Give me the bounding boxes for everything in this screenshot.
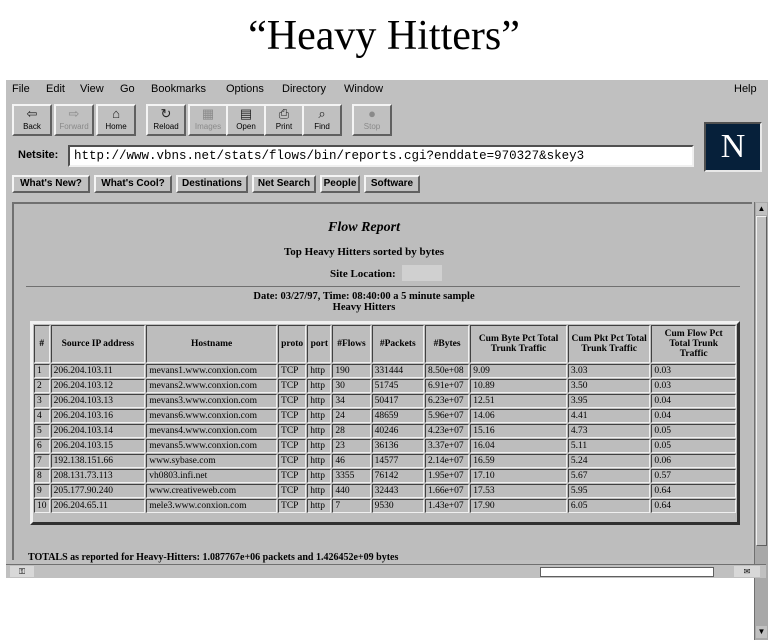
table-cell: 0.64 [651, 499, 736, 513]
table-cell: 9530 [372, 499, 424, 513]
table-cell: 0.64 [651, 484, 736, 498]
table-cell: 5.95 [568, 484, 651, 498]
table-cell: http [307, 499, 331, 513]
table-cell: 23 [332, 439, 370, 453]
table-cell: 17.90 [470, 499, 567, 513]
column-header: Source IP address [51, 325, 146, 363]
table-cell: TCP [278, 454, 306, 468]
section-heading: Heavy Hitters [332, 302, 396, 313]
table-cell: 190 [332, 364, 370, 378]
table-cell: http [307, 469, 331, 483]
menu-view[interactable]: View [80, 83, 104, 95]
table-cell: 51745 [372, 379, 424, 393]
table-cell: 0.05 [651, 424, 736, 438]
heavy-hitters-table [30, 321, 740, 525]
table-cell: 1.66e+07 [425, 484, 469, 498]
table-cell: 24 [332, 409, 370, 423]
table-cell: TCP [278, 424, 306, 438]
table-row [34, 454, 736, 468]
table-cell: 10.89 [470, 379, 567, 393]
table-row [34, 409, 736, 423]
column-header: # [34, 325, 50, 363]
table-cell: 440 [332, 484, 370, 498]
find-icon: ⌕ [318, 106, 326, 121]
table-cell: 7 [34, 454, 50, 468]
site-location-label: Site Location: [330, 268, 396, 280]
site-location-value [402, 265, 442, 281]
table-cell: 208.131.73.113 [51, 469, 146, 483]
menu-bookmarks[interactable]: Bookmarks [151, 83, 207, 95]
status-bar [6, 564, 766, 578]
find-button[interactable] [302, 104, 342, 136]
table-cell: 32443 [372, 484, 424, 498]
table-cell: 36136 [372, 439, 424, 453]
table-cell: 0.05 [651, 439, 736, 453]
reload-label: Reload [153, 122, 179, 131]
forward-button[interactable] [54, 104, 94, 136]
table-cell: 48659 [372, 409, 424, 423]
table-cell: 17.10 [470, 469, 567, 483]
table-cell: 3.03 [568, 364, 651, 378]
table-cell: TCP [278, 439, 306, 453]
table-cell: 8 [34, 469, 50, 483]
menu-bar [6, 80, 766, 100]
find-label: Find [314, 122, 330, 131]
table-cell: 206.204.103.13 [51, 394, 146, 408]
table-cell: 46 [332, 454, 370, 468]
images-button[interactable] [188, 104, 228, 136]
table-cell: 4 [34, 409, 50, 423]
menu-window[interactable]: Window [344, 83, 384, 95]
column-header: proto [278, 325, 306, 363]
url-input[interactable] [68, 145, 694, 167]
table-cell: TCP [278, 379, 306, 393]
whats-new-button[interactable]: What's New? [12, 175, 90, 193]
table-cell: http [307, 409, 331, 423]
table-cell: 14.06 [470, 409, 567, 423]
table-cell: http [307, 379, 331, 393]
people-button[interactable]: People [320, 175, 360, 193]
table-row [34, 364, 736, 378]
table-cell: 5.11 [568, 439, 651, 453]
open-label: Open [236, 122, 256, 131]
table-cell: 331444 [372, 364, 424, 378]
table-cell: 0.03 [651, 379, 736, 393]
table-cell: 6.23e+07 [425, 394, 469, 408]
table-cell: 2.14e+07 [425, 454, 469, 468]
table-row [34, 499, 736, 513]
print-button[interactable] [264, 104, 304, 136]
table-cell: 0.57 [651, 469, 736, 483]
table-cell: 50417 [372, 394, 424, 408]
table-cell: http [307, 364, 331, 378]
scroll-up-icon[interactable]: ▲ [757, 204, 766, 213]
browser-window [4, 78, 768, 636]
table-cell: 206.204.65.11 [51, 499, 146, 513]
report-title: Flow Report [328, 220, 400, 235]
table-cell: 5.67 [568, 469, 651, 483]
table-cell: mele3.www.conxion.com [146, 499, 277, 513]
table-cell: 16.04 [470, 439, 567, 453]
table-cell: 1.43e+07 [425, 499, 469, 513]
forward-label: Forward [59, 122, 89, 131]
table-cell: mevans2.www.conxion.com [146, 379, 277, 393]
menu-edit[interactable]: Edit [46, 83, 65, 95]
table-cell: 76142 [372, 469, 424, 483]
column-header: Cum Flow Pct Total Trunk Traffic [651, 325, 736, 363]
table-cell: 14577 [372, 454, 424, 468]
stop-label: Stop [363, 122, 381, 131]
table-cell: 5 [34, 424, 50, 438]
whats-cool-button[interactable]: What's Cool? [94, 175, 172, 193]
table-cell: mevans3.www.conxion.com [146, 394, 277, 408]
table-cell: TCP [278, 364, 306, 378]
back-button[interactable] [12, 104, 52, 136]
table-row [34, 439, 736, 453]
open-icon: ▤ [239, 106, 253, 121]
table-cell: 206.204.103.11 [51, 364, 146, 378]
images-icon: ▦ [201, 106, 215, 121]
table-cell: TCP [278, 409, 306, 423]
table-cell: 15.16 [470, 424, 567, 438]
table-cell: 7 [332, 499, 370, 513]
table-cell: 12.51 [470, 394, 567, 408]
table-cell: 6.05 [568, 499, 651, 513]
table-cell: http [307, 394, 331, 408]
table-cell: 206.204.103.14 [51, 424, 146, 438]
table-cell: 3355 [332, 469, 370, 483]
table-cell: 4.73 [568, 424, 651, 438]
software-button[interactable]: Software [364, 175, 420, 193]
column-header: port [307, 325, 331, 363]
table-cell: 40246 [372, 424, 424, 438]
column-header: #Bytes [425, 325, 469, 363]
table-cell: mevans5.www.conxion.com [146, 439, 277, 453]
table-cell: 0.03 [651, 364, 736, 378]
sample-date: Date: 03/27/97, Time: 08:40:00 a 5 minute sample [253, 291, 475, 302]
column-header: Cum Pkt Pct Total Trunk Traffic [568, 325, 651, 363]
reload-button[interactable] [146, 104, 186, 136]
table-header-row [34, 325, 736, 363]
menu-help[interactable]: Help [734, 83, 757, 95]
table-cell: 5.24 [568, 454, 651, 468]
destinations-button[interactable]: Destinations [176, 175, 248, 193]
table-cell: TCP [278, 499, 306, 513]
reload-icon: ↻ [160, 106, 172, 121]
table-cell: 3 [34, 394, 50, 408]
column-header: Hostname [146, 325, 277, 363]
table-cell: 206.204.103.15 [51, 439, 146, 453]
table-cell: 10 [34, 499, 50, 513]
table-cell: 4.23e+07 [425, 424, 469, 438]
open-button[interactable] [226, 104, 266, 136]
scroll-down-icon[interactable]: ▼ [757, 627, 766, 636]
forward-arrow-icon: ⇨ [68, 106, 80, 121]
back-label: Back [23, 122, 41, 131]
table-cell: 9 [34, 484, 50, 498]
stop-button[interactable] [352, 104, 392, 136]
progress-bar [540, 567, 714, 577]
table-cell: www.creativeweb.com [146, 484, 277, 498]
table-cell: 6 [34, 439, 50, 453]
table-row [34, 379, 736, 393]
table-cell: 34 [332, 394, 370, 408]
table-cell: TCP [278, 394, 306, 408]
table-cell: 206.204.103.12 [51, 379, 146, 393]
print-icon: ⎙ [278, 106, 290, 121]
net-search-button[interactable]: Net Search [252, 175, 316, 193]
table-cell: 192.138.151.66 [51, 454, 146, 468]
table-cell: http [307, 454, 331, 468]
mail-icon[interactable]: ✉ [734, 566, 760, 577]
table-cell: mevans6.www.conxion.com [146, 409, 277, 423]
table-cell: 5.96e+07 [425, 409, 469, 423]
home-button[interactable] [96, 104, 136, 136]
column-header: Cum Byte Pct Total Trunk Traffic [470, 325, 567, 363]
table-cell: 1 [34, 364, 50, 378]
totals-line: TOTALS as reported for Heavy-Hitters: 1.087767e+06 packets and 1.426452e+09 bytes [28, 552, 399, 563]
column-header: #Flows [332, 325, 370, 363]
page-content [12, 202, 752, 563]
table-cell: 6.91e+07 [425, 379, 469, 393]
table-cell: 30 [332, 379, 370, 393]
table-cell: http [307, 424, 331, 438]
table-cell: 3.95 [568, 394, 651, 408]
table-cell: 206.204.103.16 [51, 409, 146, 423]
table-cell: 9.09 [470, 364, 567, 378]
table-cell: mevans4.www.conxion.com [146, 424, 277, 438]
table-row [34, 394, 736, 408]
home-icon: ⌂ [112, 106, 120, 121]
table-cell: http [307, 484, 331, 498]
table-row [34, 484, 736, 498]
netscape-logo[interactable]: N [704, 122, 762, 172]
table-cell: 1.95e+07 [425, 469, 469, 483]
table-cell: 0.06 [651, 454, 736, 468]
images-label: Images [194, 122, 222, 131]
stop-icon: ● [368, 106, 376, 121]
table-cell: www.sybase.com [146, 454, 277, 468]
table-cell: 4.41 [568, 409, 651, 423]
print-label: Print [275, 122, 293, 131]
security-key-icon: ⚿ [10, 566, 34, 577]
divider [26, 286, 740, 287]
table-cell: 3.37e+07 [425, 439, 469, 453]
home-label: Home [105, 122, 127, 131]
table-cell: http [307, 439, 331, 453]
menu-file[interactable]: File [12, 83, 30, 95]
table-cell: 3.50 [568, 379, 651, 393]
table-cell: 0.04 [651, 394, 736, 408]
table-cell: 8.50e+08 [425, 364, 469, 378]
table-cell: 2 [34, 379, 50, 393]
menu-go[interactable]: Go [120, 83, 135, 95]
menu-options[interactable]: Options [226, 83, 264, 95]
table-cell: 17.53 [470, 484, 567, 498]
table-cell: 0.04 [651, 409, 736, 423]
table-cell: 205.177.90.240 [51, 484, 146, 498]
table-cell: TCP [278, 469, 306, 483]
table-cell: 28 [332, 424, 370, 438]
table-cell: mevans1.www.conxion.com [146, 364, 277, 378]
report-subtitle: Top Heavy Hitters sorted by bytes [283, 246, 444, 258]
column-header: #Packets [372, 325, 424, 363]
table-cell: TCP [278, 484, 306, 498]
table-row [34, 424, 736, 438]
slide-title: “Heavy Hitters” [248, 13, 520, 59]
menu-directory[interactable]: Directory [282, 83, 327, 95]
table-row [34, 469, 736, 483]
back-arrow-icon: ⇦ [26, 106, 38, 121]
scrollbar-thumb[interactable] [756, 216, 767, 546]
table-cell: vh0803.infi.net [146, 469, 277, 483]
netsite-label: Netsite: [18, 149, 59, 161]
table-cell: 16.59 [470, 454, 567, 468]
